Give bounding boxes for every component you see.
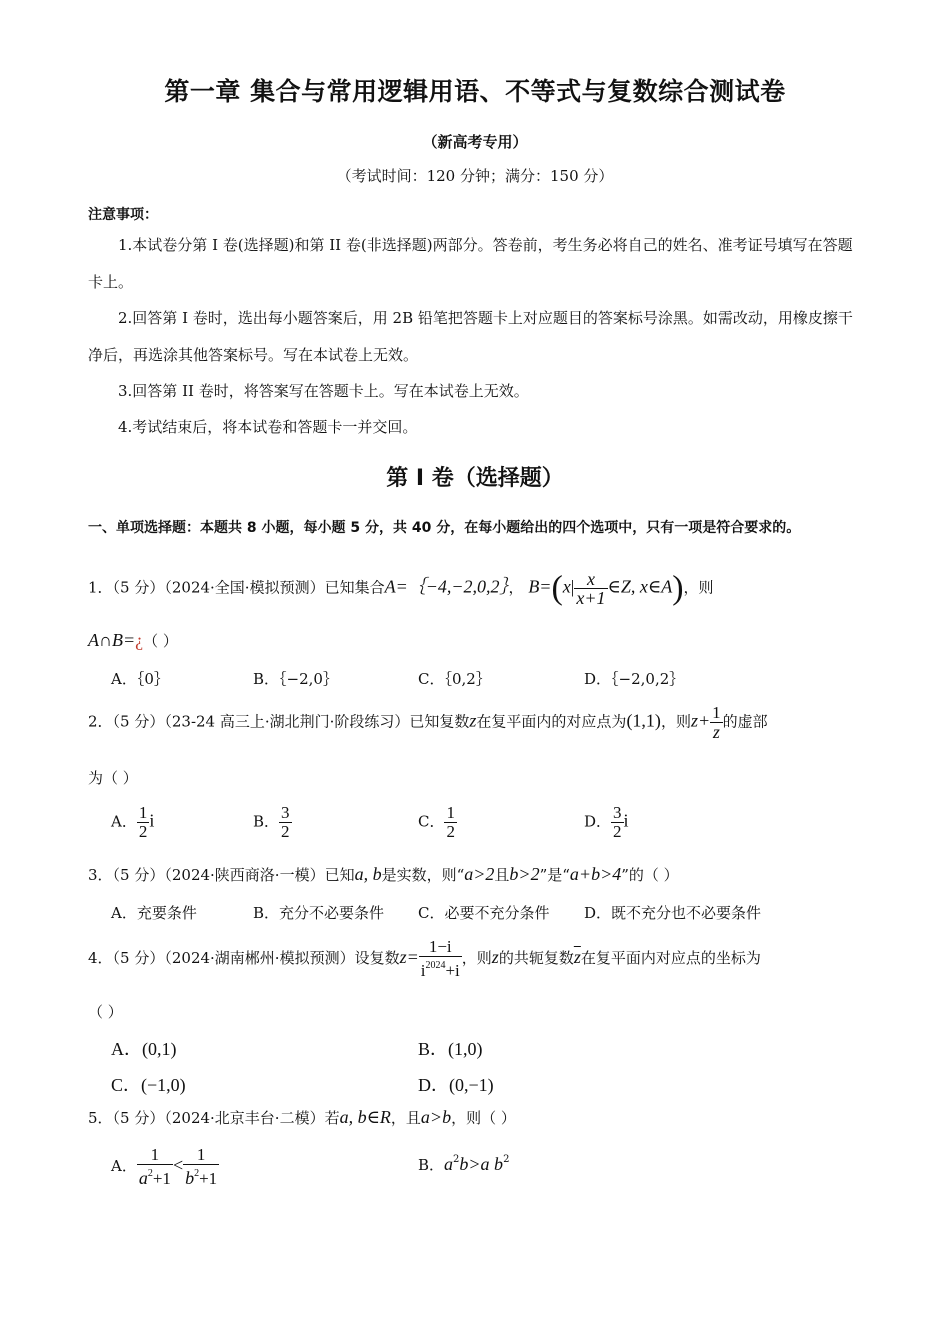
q3-and: 且 [494,866,510,884]
q2-option-a-frac [137,804,150,841]
notice-item: 4.考试结束后，将本试卷和答题卡一并交回。 [118,418,418,436]
question-1-line2 [88,630,178,651]
q4-frac-den-base: i [420,961,426,980]
question-2-stem [88,704,768,741]
q5-stem-prefix: 5．（5 分）（2024·北京丰台·二模）若 [88,1109,340,1127]
q1-line2-expr: A∩B= [88,630,136,650]
q5-option-a-den-b: b [185,1168,195,1188]
q4-stem-mid2: 的共轭复数 [498,949,574,967]
q3-option-a[interactable]: A．充要条件 [111,904,197,922]
q2-option-b-label: B． [253,812,280,831]
q5-option-a-sq-b: 2 [194,1168,200,1179]
page-title: 第一章 集合与常用逻辑用语、不等式与复数综合测试卷 [164,77,786,106]
q3-cond1: a>2 [464,864,495,884]
q4-option-d[interactable]: D．(0,−1) [418,1075,494,1095]
q3-stem2: 是实数，则“ [381,866,465,884]
q2-option-d-tail: i [623,810,629,831]
notice-item: 3.回答第 II 卷时，将答案写在答题卡上。写在本试卷上无效。 [118,382,529,400]
q2-expr: z+ [690,710,711,731]
q3-option-d[interactable]: D．既不充分也不必要条件 [584,904,762,922]
page-subtitle: （新高考专用） [422,133,528,151]
question-5-stem [88,1107,516,1128]
q5-option-b-a: a [444,1154,454,1174]
q1-set-b-var: x [562,576,571,597]
q5-option-b-sq1: 2 [453,1154,460,1165]
q1-set-a: A=｛−4,−2,0,2｝ [384,576,509,597]
q1-option-d[interactable]: D．｛−2,0,2｝ [584,670,685,688]
q2-option-a-label: A． [111,812,137,831]
q2-stem-suffix: 的虚部 [722,712,768,731]
q4-expr: z= [399,947,419,967]
q4-stem-suffix: 在复平面内对应点的坐标为 [580,949,761,967]
q2-option-a[interactable] [111,804,154,841]
q1-line2-mark: ¿ [135,630,144,650]
q5-option-a[interactable] [111,1146,219,1188]
q4-stem-mid: ，则 [461,949,492,967]
q2-var-z: z [469,710,477,731]
q5-option-a-num-left: 1 [137,1146,173,1165]
q2-point: (1,1) [626,710,661,731]
q5-cond1: a, b∈R [339,1107,391,1127]
q2-option-b[interactable] [253,804,292,841]
q1-option-a[interactable]: A．｛0｝ [111,670,169,688]
q2-option-b-frac [279,804,292,841]
q5-option-a-frac-right [183,1146,219,1188]
q2-option-c-label: C． [418,812,445,831]
q3-option-b[interactable]: B．充分不必要条件 [253,904,385,922]
q2-option-a-num: 1 [138,803,148,822]
q2-option-d[interactable] [584,804,629,841]
q4-option-a[interactable]: A．(0,1) [111,1039,177,1059]
part-heading: 一、单项选择题：本题共 8 小题，每小题 5 分，共 40 分，在每小题给出的四个选项中，只有一项是符合要求的。 [88,520,801,536]
q2-stem-mid: 在复平面内的对应点为 [476,712,627,731]
q1-set-b-prefix: B= [528,576,552,597]
q5-option-a-label: A． [111,1157,137,1175]
q1-line2-paren: （ ） [143,632,178,650]
q5-option-a-den-tail-b: +1 [199,1169,218,1188]
q2-fraction [710,704,723,741]
q4-var-z: z [491,947,499,967]
q4-fraction [419,938,462,980]
q1-fraction [574,570,607,607]
notice-item: 1.本试卷分第 I 卷(选择题)和第 II 卷(非选择题)两部分。答卷前，考生务必将自己的姓名、准考证号填写在答题卡上。 [88,236,853,291]
q5-option-b-label: B． [418,1156,445,1174]
q5-stem-suffix: ，则（ ） [451,1109,516,1127]
q5-option-a-sq-a: 2 [147,1168,153,1179]
q2-option-c[interactable] [418,804,457,841]
notice-heading: 注意事项： [88,207,158,223]
q2-stem-prefix: 2．（5 分）（23-24 高三上·湖北荆门·阶段练习）已知复数 [88,712,470,731]
section-title: 第 I 卷（选择题） [386,466,564,491]
q3-vars: a, b [354,864,382,884]
q4-option-b[interactable]: B．(1,0) [418,1039,483,1059]
q2-frac-num: 1 [712,703,721,722]
exam-info: （考试时间：120 分钟；满分：150 分） [336,167,614,185]
q4-stem-prefix: 4．（5 分）（2024·湖南郴州·模拟预测）设复数 [88,949,400,967]
question-4-stem [88,938,761,980]
q2-option-c-den: 2 [446,822,455,841]
q2-option-a-den: 2 [138,822,148,841]
q3-cond2: b>2 [509,864,540,884]
q2-stem-mid2: ，则 [660,712,691,731]
q3-stem: 3．（5 分）（2024·陕西商洛·一模）已知 [88,866,355,884]
q2-option-b-den: 2 [281,822,290,841]
q3-stem3: ”是“ [539,866,570,884]
q4-var-zbar: $\overline{z}$ [573,947,581,967]
q2-option-c-num: 1 [446,803,455,822]
q1-option-c[interactable]: C．｛0,2｝ [418,670,491,688]
question-4-line2: （ ） [88,1003,123,1021]
notice-item: 2.回答第 I 卷时，选出每小题答案后，用 2B 铅笔把答题卡上对应题目的答案标号涂黑。如需改动，用橡皮擦干净后，再选涂其他答案标号。写在本试卷上无效。 [88,309,853,364]
q5-stem-mid: ，且 [390,1109,421,1127]
q4-frac-den-exp: 2024 [425,960,446,971]
q3-cond3: a+b>4 [569,864,622,884]
q4-frac-den-tail: +i [445,961,460,980]
q1-set-b-cond: ∈Z, x∈A [607,576,673,597]
q2-frac-den: z [712,722,720,742]
q1-frac-num: x [574,570,607,589]
q4-option-c[interactable]: C．(−1,0) [111,1075,186,1095]
q1-frac-den: x+1 [576,588,606,608]
q5-option-a-den-a: a [138,1168,148,1188]
question-3-stem [88,864,679,885]
q5-cond2: a>b [420,1107,452,1127]
q5-option-b-mid: b>a b [459,1154,504,1174]
q4-frac-num: 1−i [419,938,462,957]
q5-option-b-sq2: 2 [503,1154,510,1165]
question-2-line2: 为（ ） [88,769,138,787]
q3-option-c[interactable]: C．必要不充分条件 [418,904,550,922]
q5-option-a-den-tail-a: +1 [152,1169,171,1188]
q1-option-b[interactable]: B．｛−2,0｝ [253,670,338,688]
q5-option-a-frac-left [137,1146,173,1188]
q2-option-c-frac [444,804,457,841]
q3-stem4: ”的（ ） [621,866,679,884]
q2-option-d-den: 2 [613,822,622,841]
q2-option-d-label: D． [584,812,612,831]
q5-option-b[interactable] [418,1154,509,1175]
q1-stem-suffix: ，则 [683,578,714,597]
q2-option-b-num: 3 [281,803,290,822]
q2-option-d-frac [611,804,624,841]
q2-option-d-num: 3 [613,803,622,822]
q1-stem-prefix: 1．（5 分）（2024·全国·模拟预测）已知集合 [88,578,385,597]
q5-option-a-num-right: 1 [183,1146,219,1165]
q5-option-a-rel: < [172,1155,184,1175]
question-1-stem: 1．（5 分）（2024·全国·模拟预测）已知集合A=｛−4,−2,0,2｝， B=(x| $\frac{x}{x+1}$ ∈Z, x∈A)，则 [88,569,714,608]
q2-option-a-tail: i [149,810,155,831]
